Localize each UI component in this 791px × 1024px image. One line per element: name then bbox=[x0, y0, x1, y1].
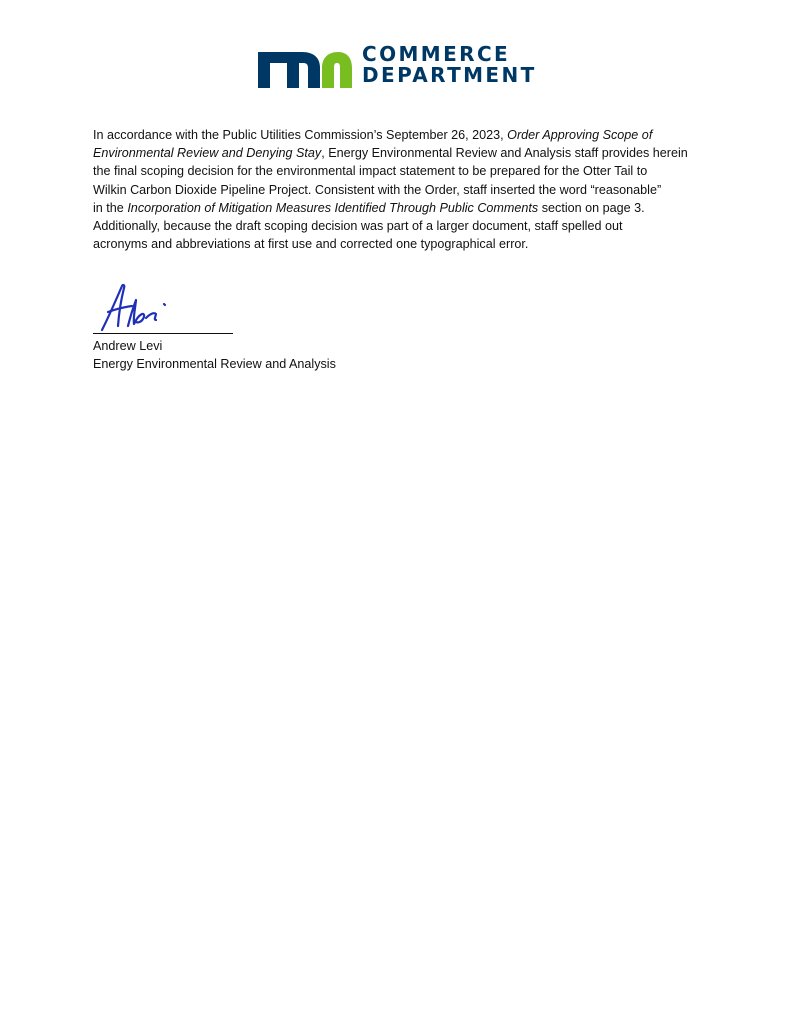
italic-text: Order Approving Scope of bbox=[507, 128, 653, 142]
text-run: , Energy Environmental Review and Analysis staff provides herein bbox=[321, 146, 688, 161]
text-run: section on page 3. bbox=[538, 200, 645, 215]
paragraph-line bbox=[93, 199, 705, 217]
text-run: the final scoping decision for the environmental impact statement to be prepared for the Otter Tail to bbox=[93, 164, 648, 179]
paragraph-line bbox=[93, 162, 705, 180]
text-run: in the bbox=[93, 200, 128, 215]
signer-block bbox=[93, 337, 336, 373]
text-run: Wilkin Carbon Dioxide Pipeline Project. Consistent with the Order, staff inserted the word “reasonable” bbox=[93, 182, 662, 197]
paragraph-line bbox=[93, 217, 705, 235]
mn-logo-mark-icon bbox=[258, 46, 352, 88]
text-run: acronyms and abbreviations at first use and corrected one typographical error. bbox=[93, 237, 529, 252]
text-run: Additionally, because the draft scoping decision was part of a larger document, staff spelled out bbox=[93, 219, 623, 234]
handwritten-signature bbox=[98, 282, 178, 332]
paragraph-line bbox=[93, 235, 705, 253]
paragraph-line bbox=[93, 181, 705, 199]
paragraph-line bbox=[93, 144, 705, 162]
italic-text: Environmental Review and Denying Stay bbox=[93, 146, 322, 161]
italic-text: Incorporation of Mitigation Measures Identified Through Public Comments bbox=[127, 200, 539, 215]
logo-text-department: DEPARTMENT bbox=[362, 63, 537, 87]
paragraph-line bbox=[93, 126, 705, 144]
signer-title: Energy Environmental Review and Analysis bbox=[93, 357, 336, 371]
commerce-department-logo bbox=[258, 44, 548, 90]
text-run: In accordance with the Public Utilities Commission’s September 26, 2023, bbox=[93, 128, 508, 142]
signer-name: Andrew Levi bbox=[93, 339, 163, 353]
signature-line bbox=[93, 333, 233, 334]
logo-text-commerce: COMMERCE bbox=[362, 42, 511, 66]
letter-body-paragraph bbox=[93, 126, 705, 253]
